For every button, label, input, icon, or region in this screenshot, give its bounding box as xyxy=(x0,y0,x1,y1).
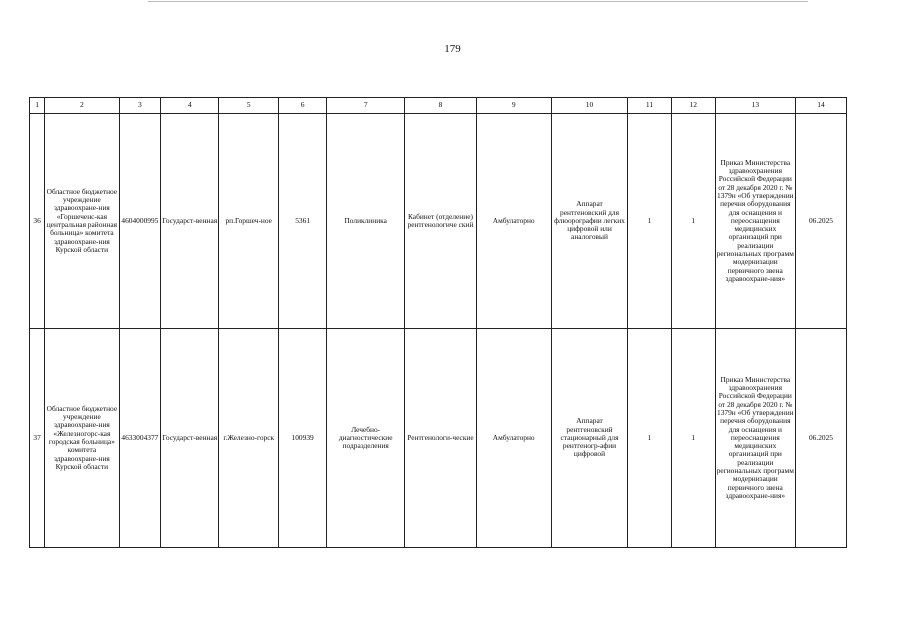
quantity-cell: 1 xyxy=(628,114,672,329)
inn-cell: 4633004377 xyxy=(119,329,161,548)
department-cell: Рентгенологи-ческие xyxy=(405,329,476,548)
inn-cell: 4604000995 xyxy=(119,114,161,329)
ownership-cell: Государст-венная xyxy=(161,329,219,548)
date-cell: 06.2025 xyxy=(796,114,847,329)
column-header: 3 xyxy=(119,98,161,114)
locality-cell: г.Железно-горск xyxy=(219,329,279,548)
quantity-cell: 1 xyxy=(671,329,715,548)
column-header: 4 xyxy=(161,98,219,114)
column-header: 7 xyxy=(327,98,405,114)
quantity-cell: 1 xyxy=(671,114,715,329)
page-number: 179 xyxy=(444,43,461,55)
top-rule xyxy=(148,1,808,2)
department-cell: Кабинет (отделение) рентгенологиче ский xyxy=(405,114,476,329)
table-row xyxy=(30,114,847,329)
care-condition-cell: Амбулаторно xyxy=(476,329,551,548)
quantity-cell: 1 xyxy=(628,329,672,548)
regulation-cell: Приказ Министерства здравоохранения Российской Федерации от 28 декабря 2020 г. № 1379н «Об утверждении перечня оборудования для оснащения и переоснащения медицинских организаций при реализации региональных программ модернизации первичного звена здравоохране-ния» xyxy=(715,114,795,329)
equipment-table xyxy=(29,97,847,548)
organization-cell: Областное бюджетное учреждение здравоохране-ния «Горшеченс-кая центральная районная больница» комитета здравоохране-ния Курской области xyxy=(45,114,119,329)
population-cell: 100939 xyxy=(279,329,327,548)
column-header: 1 xyxy=(30,98,45,114)
table-row xyxy=(30,329,847,548)
column-header: 2 xyxy=(45,98,119,114)
equipment-cell: Аппарат рентгеновский стационарный для рентгеногр-афии цифровой xyxy=(551,329,627,548)
row-number-cell: 37 xyxy=(30,329,45,548)
column-header: 12 xyxy=(671,98,715,114)
column-header: 13 xyxy=(715,98,795,114)
population-cell: 5361 xyxy=(279,114,327,329)
subdivision-cell: Лечебно-диагностические подразделения xyxy=(327,329,405,548)
column-header: 9 xyxy=(476,98,551,114)
locality-cell: рп.Горшеч-ное xyxy=(219,114,279,329)
subdivision-cell: Поликлиника xyxy=(327,114,405,329)
column-header: 14 xyxy=(796,98,847,114)
organization-cell: Областное бюджетное учреждение здравоохране-ния «Железногорс-кая городская больница» комитета здравоохране-ния Курской области xyxy=(45,329,119,548)
column-header: 8 xyxy=(405,98,476,114)
care-condition-cell: Амбулаторно xyxy=(476,114,551,329)
table-header-row xyxy=(30,98,847,114)
regulation-cell: Приказ Министерства здравоохранения Российской Федерации от 28 декабря 2020 г. № 1379н «Об утверждении перечня оборудования для оснащения и переоснащения медицинских организаций при реализации региональных программ модернизации первичного звена здравоохране-ния» xyxy=(715,329,795,548)
column-header: 10 xyxy=(551,98,627,114)
column-header: 5 xyxy=(219,98,279,114)
equipment-cell: Аппарат рентгеновский для флюорографии легких цифровой или аналоговый xyxy=(551,114,627,329)
column-header: 11 xyxy=(628,98,672,114)
ownership-cell: Государст-венная xyxy=(161,114,219,329)
row-number-cell: 36 xyxy=(30,114,45,329)
column-header: 6 xyxy=(279,98,327,114)
date-cell: 06.2025 xyxy=(796,329,847,548)
